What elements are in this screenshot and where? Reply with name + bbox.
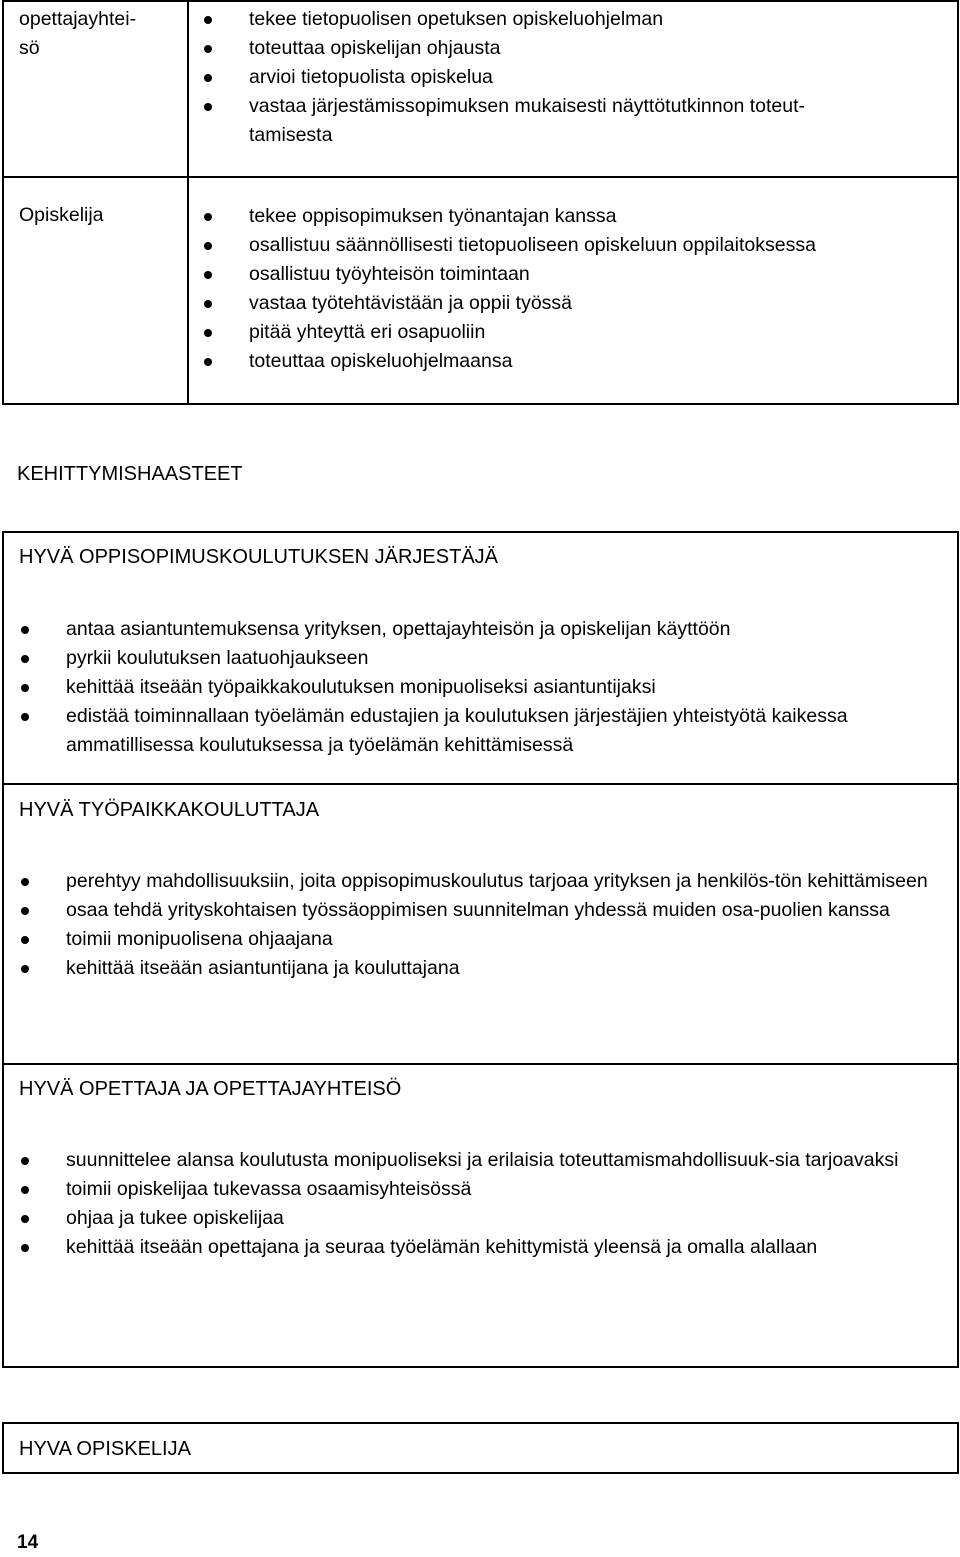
role-table: [2, 0, 959, 405]
section-title-opettaja: HYVÄ OPETTAJA JA OPETTAJAYHTEISÖ: [19, 1078, 402, 1100]
list-item: arvioi tietopuolista opiskelua: [249, 63, 947, 92]
list-item: toteuttaa opiskelijan ohjausta: [249, 34, 947, 63]
list-item: tekee oppisopimuksen työnantajan kanssa: [249, 202, 947, 231]
section-separator: [4, 1063, 957, 1065]
main-heading: KEHITTYMISHAASTEET: [17, 463, 243, 485]
bullet-icon: [21, 907, 29, 915]
role-label-opiskelija: Opiskelija: [19, 204, 104, 226]
bullet-icon: [204, 242, 212, 250]
list-item: antaa asiantuntemuksensa yrityksen, opettajayhteisön ja opiskelijan käyttöön: [66, 615, 937, 644]
role-label-line: opettajayhtei-: [19, 8, 137, 30]
bullet-icon: [21, 1215, 29, 1223]
row-separator: [4, 176, 957, 178]
bullet-icon: [21, 1157, 29, 1165]
section-separator: [4, 783, 957, 785]
bullet-icon: [21, 1244, 29, 1252]
list-item: toimii opiskelijaa tukevassa osaamisyhteisössä: [66, 1175, 933, 1204]
page-number: 14: [17, 1532, 39, 1553]
bullet-icon: [204, 213, 212, 221]
bullet-icon: [21, 965, 29, 973]
bullet-icon: [204, 74, 212, 82]
list-item: edistää toiminnallaan työelämän edustajien ja koulutuksen järjestäjien yhteistyötä kaikessa ammatillisessa koulutuksessa ja työelämän kehittämisessä: [66, 702, 937, 760]
section-items-jarjestaja: [66, 615, 937, 760]
list-item: kehittää itseään asiantuntijana ja kouluttajana: [66, 954, 933, 983]
bullet-icon: [204, 16, 212, 24]
bullet-icon: [204, 358, 212, 366]
bullet-icon: [204, 329, 212, 337]
role-label-opettajayhteiso: [19, 5, 179, 63]
list-item: tekee tietopuolisen opetuksen opiskeluohjelman: [249, 5, 947, 34]
role-items-opettajayhteiso: [249, 5, 947, 150]
bullet-icon: [21, 655, 29, 663]
bullet-icon: [21, 1186, 29, 1194]
list-item: vastaa järjestämissopimuksen mukaisesti näyttötutkinnon toteut-tamisesta: [249, 92, 809, 150]
bullet-icon: [204, 271, 212, 279]
section-title-tyopaikkakouluttaja: HYVÄ TYÖPAIKKAKOULUTTAJA: [19, 799, 320, 821]
list-item: ohjaa ja tukee opiskelijaa: [66, 1204, 933, 1233]
list-item: pitää yhteyttä eri osapuoliin: [249, 318, 947, 347]
bullet-icon: [21, 713, 29, 721]
list-item: toimii monipuolisena ohjaajana: [66, 925, 933, 954]
list-item: osallistuu työyhteisön toimintaan: [249, 260, 947, 289]
list-item: kehittää itseään opettajana ja seuraa työelämän kehittymistä yleensä ja omalla alallaan: [66, 1233, 906, 1262]
bullet-icon: [204, 300, 212, 308]
challenges-box: [2, 531, 959, 1368]
role-label-line: sö: [19, 37, 40, 59]
bullet-icon: [204, 103, 212, 111]
list-item: toteuttaa opiskeluohjelmaansa: [249, 347, 947, 376]
bullet-icon: [204, 45, 212, 53]
list-item: kehittää itseään työpaikkakoulutuksen monipuoliseksi asiantuntijaksi: [66, 673, 937, 702]
bullet-icon: [21, 684, 29, 692]
list-item: osallistuu säännöllisesti tietopuoliseen opiskeluun oppilaitoksessa: [249, 231, 947, 260]
section-title-opiskelija: HYVA OPISKELIJA: [19, 1438, 191, 1460]
bullet-icon: [21, 878, 29, 886]
section-items-opettaja: [66, 1146, 933, 1262]
section-items-tyopaikkakouluttaja: [66, 867, 933, 983]
column-divider: [187, 2, 189, 403]
list-item: suunnittelee alansa koulutusta monipuoliseksi ja erilaisia toteuttamismahdollisuuk-sia tarjoavaksi: [66, 1146, 933, 1175]
list-item: vastaa työtehtävistään ja oppii työssä: [249, 289, 947, 318]
student-box: [2, 1422, 959, 1474]
bullet-icon: [21, 936, 29, 944]
section-title-jarjestaja: HYVÄ OPPISOPIMUSKOULUTUKSEN JÄRJESTÄJÄ: [19, 546, 498, 568]
list-item: perehtyy mahdollisuuksiin, joita oppisopimuskoulutus tarjoaa yrityksen ja henkilös-tön kehittämiseen: [66, 867, 933, 896]
list-item: osaa tehdä yrityskohtaisen työssäoppimisen suunnitelman yhdessä muiden osa-puolien kanssa: [66, 896, 933, 925]
bullet-icon: [21, 626, 29, 634]
list-item: pyrkii koulutuksen laatuohjaukseen: [66, 644, 937, 673]
role-items-opiskelija: [249, 202, 947, 376]
